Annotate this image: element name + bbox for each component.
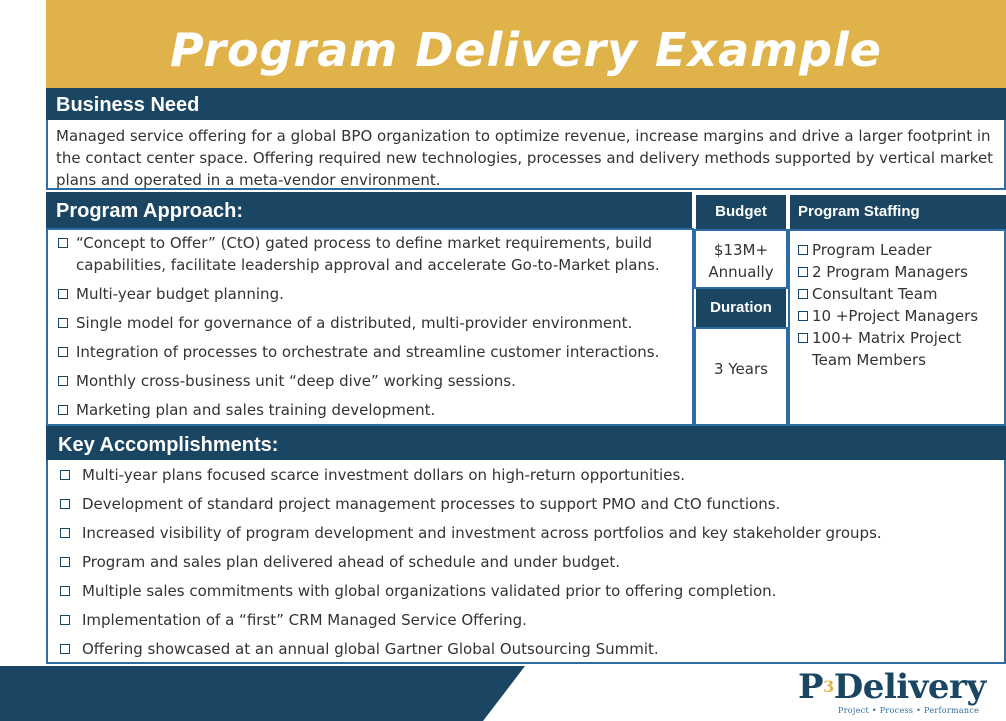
- checkbox-bullet-icon: [60, 586, 70, 596]
- list-item-text: Marketing plan and sales training development.: [76, 401, 436, 419]
- list-item-text: Offering showcased at an annual global Gartner Global Outsourcing Summit.: [82, 640, 659, 658]
- list-item: [58, 493, 994, 515]
- checkbox-bullet-icon: [798, 267, 808, 277]
- business-need-text: Managed service offering for a global BPO organization to optimize revenue, increase margins and drive a larger footprint in the contact center space. Offering required new technologies, processes and delivery methods supported by vertical market plans and operated in a meta-vendor environment.: [56, 127, 994, 189]
- logo-superscript: 3: [823, 677, 834, 696]
- list-item: [56, 283, 684, 305]
- list-item: [56, 312, 684, 334]
- program-approach-heading: Program Approach:: [46, 192, 692, 228]
- checkbox-bullet-icon: [60, 615, 70, 625]
- checkbox-bullet-icon: [60, 557, 70, 567]
- logo-p: P: [798, 667, 824, 707]
- business-need-heading: Business Need: [46, 88, 1006, 120]
- logo-word: Delivery: [833, 667, 986, 707]
- checkbox-bullet-icon: [798, 245, 808, 255]
- p3delivery-logo: [798, 668, 988, 718]
- checkbox-bullet-icon: [60, 470, 70, 480]
- duration-heading: Duration: [696, 289, 786, 327]
- duration-value: 3 Years: [714, 360, 768, 378]
- list-item: [58, 609, 994, 631]
- list-item-text: Implementation of a “first” CRM Managed Service Offering.: [82, 611, 527, 629]
- list-item-text: 10 +Project Managers: [812, 307, 979, 325]
- list-item: [798, 239, 996, 261]
- list-item-text: Program and sales plan delivered ahead of schedule and under budget.: [82, 553, 620, 571]
- list-item-text: Multi-year plans focused scarce investment dollars on high-return opportunities.: [82, 466, 686, 484]
- logo-tagline: Project • Process • Performance: [838, 706, 980, 715]
- page-title: Program Delivery Example: [170, 23, 882, 77]
- list-item: [56, 370, 684, 392]
- list-item: [58, 638, 994, 660]
- checkbox-bullet-icon: [58, 405, 68, 415]
- list-item-text: Multi-year budget planning.: [76, 285, 284, 303]
- list-item-text: Increased visibility of program development and investment across portfolios and key stakeholder groups.: [82, 524, 882, 542]
- budget-period: Annually: [708, 263, 774, 281]
- list-item-text: Monthly cross-business unit “deep dive” working sessions.: [76, 372, 516, 390]
- list-item: [56, 341, 684, 363]
- list-item: [58, 580, 994, 602]
- checkbox-bullet-icon: [58, 238, 68, 248]
- checkbox-bullet-icon: [58, 376, 68, 386]
- checkbox-bullet-icon: [798, 333, 808, 343]
- list-item: [798, 327, 996, 371]
- logo-wordmark: [798, 668, 988, 706]
- list-item: [798, 283, 996, 305]
- budget-heading: Budget: [696, 195, 786, 229]
- checkbox-bullet-icon: [58, 289, 68, 299]
- list-item-text: Multiple sales commitments with global organizations validated prior to offering completion.: [82, 582, 777, 600]
- budget-box: [694, 229, 788, 289]
- footer-band: [0, 666, 525, 721]
- list-item-text: Program Leader: [812, 241, 932, 259]
- list-item-text: Single model for governance of a distributed, multi-provider environment.: [76, 314, 633, 332]
- list-item-text: 2 Program Managers: [812, 263, 968, 281]
- checkbox-bullet-icon: [60, 644, 70, 654]
- program-staffing-box: [788, 229, 1006, 426]
- list-item-text: “Concept to Offer” (CtO) gated process to define market requirements, build capabilities, facilitate leadership approval and accelerate Go-to-Market plans.: [76, 234, 660, 274]
- list-item-text: 100+ Matrix Project Team Members: [812, 329, 962, 369]
- checkbox-bullet-icon: [798, 289, 808, 299]
- budget-value: $13M+: [713, 241, 769, 259]
- checkbox-bullet-icon: [60, 528, 70, 538]
- list-item: [56, 399, 684, 421]
- duration-box: [694, 327, 788, 426]
- checkbox-bullet-icon: [60, 499, 70, 509]
- list-item-text: Integration of processes to orchestrate and streamline customer interactions.: [76, 343, 660, 361]
- list-item: [58, 551, 994, 573]
- key-accomplishments-heading: Key Accomplishments:: [46, 426, 1006, 460]
- list-item-text: Development of standard project management processes to support PMO and CtO functions.: [82, 495, 781, 513]
- checkbox-bullet-icon: [58, 347, 68, 357]
- list-item-text: Consultant Team: [812, 285, 938, 303]
- program-staffing-heading: Program Staffing: [790, 195, 1006, 229]
- list-item: [58, 522, 994, 544]
- list-item: [798, 305, 996, 327]
- checkbox-bullet-icon: [58, 318, 68, 328]
- business-need-box: [46, 120, 1006, 190]
- list-item: [56, 232, 684, 276]
- left-margin: [0, 0, 46, 721]
- checkbox-bullet-icon: [798, 311, 808, 321]
- list-item: [798, 261, 996, 283]
- key-accomplishments-box: [46, 460, 1006, 664]
- program-approach-box: [46, 228, 694, 426]
- list-item: [58, 464, 994, 486]
